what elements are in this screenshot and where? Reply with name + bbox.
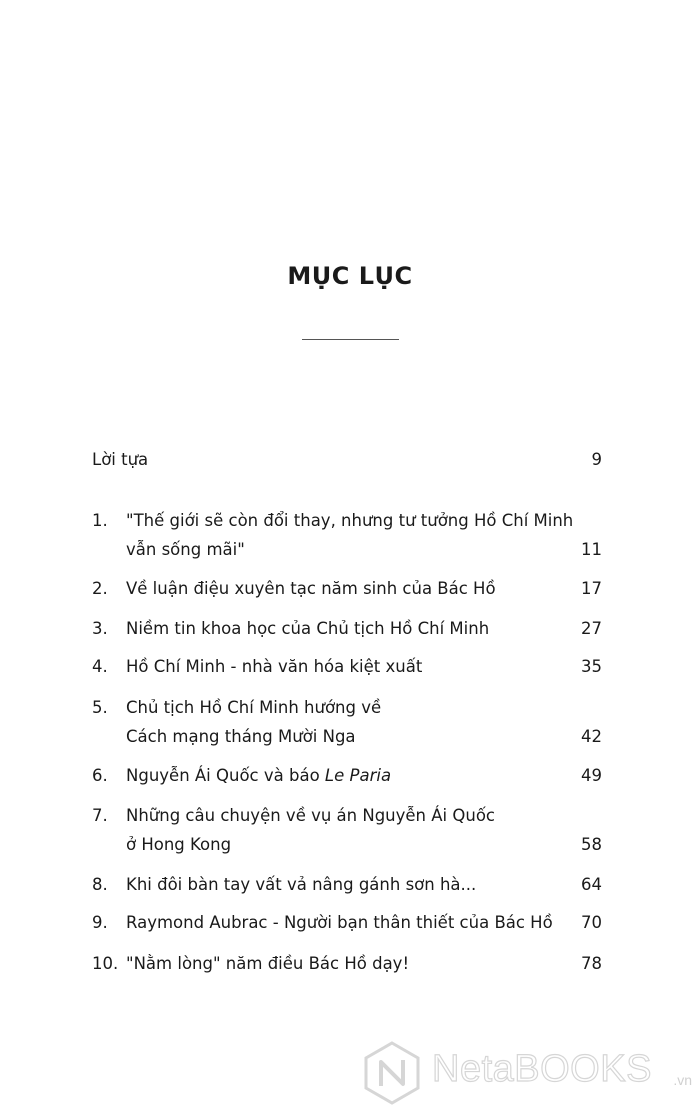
toc-entry-page: 35 [581,657,602,676]
toc-entry-line: Những câu chuyện về vụ án Nguyễn Ái Quốc [126,806,495,825]
page-title: MỤC LỤC [287,262,413,290]
toc-entry-text: Nguyễn Ái Quốc và báo [126,766,325,785]
toc-entry-number: 1. [92,511,108,530]
toc-entry-number: 10. [92,954,119,973]
watermark [362,1040,692,1110]
toc-entry-line: ở Hong Kong [126,835,232,854]
toc-entry-number: 2. [92,579,108,598]
toc-entry-line: Raymond Aubrac - Người bạn thân thiết của Bác Hồ [126,913,553,932]
toc-entry-number: 8. [92,875,108,894]
toc-entry-page: 42 [581,727,602,746]
toc-entry-line: Niềm tin khoa học của Chủ tịch Hồ Chí Minh [126,619,490,638]
toc-entry-line: Khi đôi bàn tay vất vả nâng gánh sơn hà... [126,875,477,894]
toc-entry-line: "Thế giới sẽ còn đổi thay, nhưng tư tưởng Hồ Chí Minh [126,511,574,530]
toc-entry-page: 11 [581,540,602,559]
newspaper-title: Le Paria [324,766,392,785]
toc-entry-page: 78 [581,954,602,973]
toc-entry-line: Hồ Chí Minh - nhà văn hóa kiệt xuất [126,657,423,676]
toc-entry-line [126,766,391,785]
toc-entry-line: Về luận điệu xuyên tạc năm sinh của Bác Hồ [126,579,496,598]
watermark-suffix: .vn [673,1072,692,1088]
toc-entry-page: 9 [591,450,602,469]
toc-entry-line: "Nằm lòng" năm điều Bác Hồ dạy! [126,954,410,973]
toc-entry-page: 58 [581,835,602,854]
title-divider [302,339,399,340]
watermark-brand: NetaBOOKS [432,1048,652,1090]
toc-entry-page: 27 [581,619,602,638]
toc-entry-page: 49 [581,766,602,785]
toc-entry-number: 9. [92,913,108,932]
toc-entry-page: 70 [581,913,602,932]
toc-entry-number: 3. [92,619,108,638]
toc-entry-line: Cách mạng tháng Mười Nga [126,727,356,746]
toc-entry-page: 64 [581,875,602,894]
toc-entry-number: 7. [92,806,108,825]
toc-entry-page: 17 [581,579,602,598]
toc-entry-number: 5. [92,698,108,717]
neta-logo-icon [362,1040,422,1106]
toc-entry-number: 4. [92,657,108,676]
toc-entry-line: Chủ tịch Hồ Chí Minh hướng về [126,698,382,717]
toc-entry-number: 6. [92,766,108,785]
toc-entry-line: vẫn sống mãi" [126,540,245,559]
toc-entry-label: Lời tựa [92,450,149,469]
